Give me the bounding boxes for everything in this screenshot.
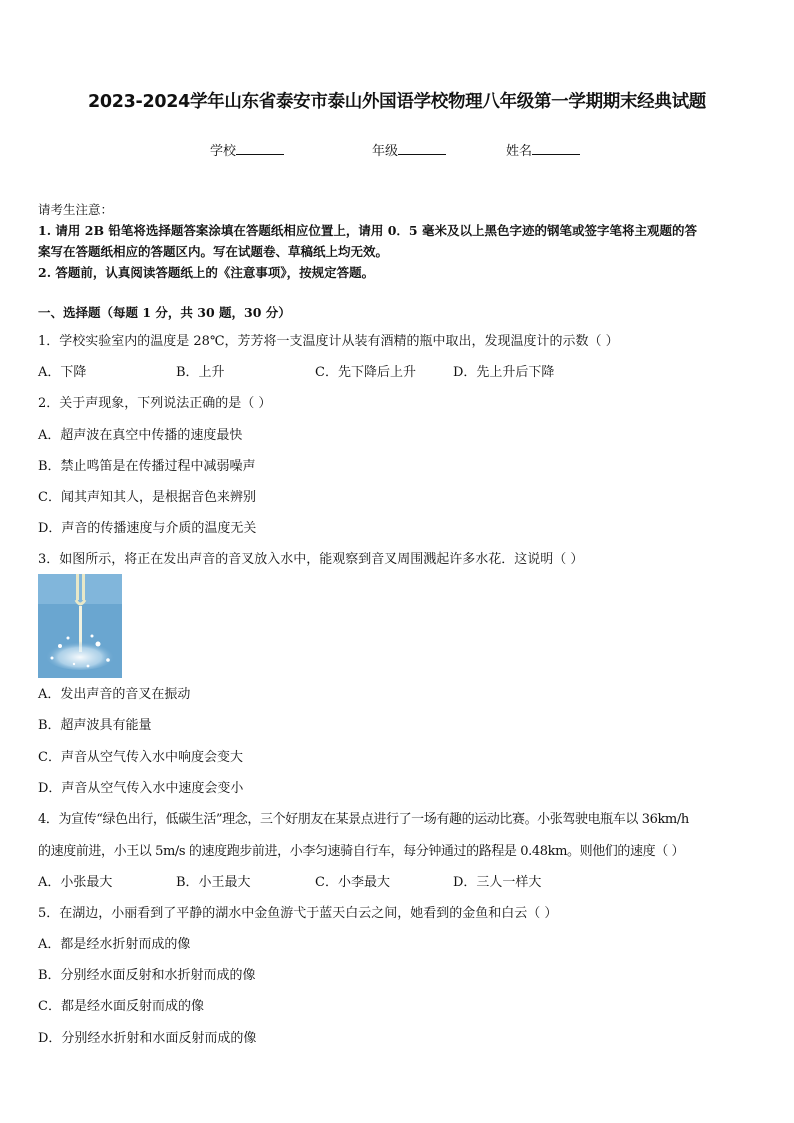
q1-option-a: A．下降	[38, 365, 87, 380]
q4-option-d: D．三人一样大	[453, 875, 542, 890]
q3-option-a: A．发出声音的音叉在振动	[38, 687, 191, 702]
q5-option-a: A．都是经水折射而成的像	[38, 937, 191, 952]
notice-item1-line1: 1. 请用 2B 铅笔将选择题答案涂填在答题纸相应位置上，请用 0．5 毫米及以上黑色字迹的钢笔或签字笔将主观题的答	[38, 223, 697, 238]
school-label: 学校	[210, 144, 237, 159]
q4-option-c: C．小李最大	[315, 875, 390, 890]
q3-option-d: D．声音从空气传入水中速度会变小	[38, 781, 244, 796]
school-blank	[236, 142, 284, 155]
q2-option-b: B．禁止鸣笛是在传播过程中减弱噪声	[38, 459, 256, 474]
q3-stem: 3．如图所示，将正在发出声音的音叉放入水中，能观察到音叉周围溅起许多水花．这说明（ ）	[38, 552, 584, 567]
q4-option-b: B．小王最大	[176, 875, 251, 890]
q4-stem-line2: 的速度前进，小王以 5m/s 的速度跑步前进，小李匀速骑自行车，每分钟通过的路程是 0.48km。则他们的速度（ ）	[38, 844, 685, 859]
name-field	[506, 140, 580, 159]
q1-option-b: B．上升	[176, 365, 225, 380]
tuning-fork-in-water-icon	[38, 574, 122, 678]
q5-option-b: B．分别经水面反射和水折射而成的像	[38, 968, 256, 983]
grade-label: 年级	[372, 144, 399, 159]
q4-option-a: A．小张最大	[38, 875, 113, 890]
name-label: 姓名	[506, 144, 533, 159]
grade-field	[372, 140, 446, 159]
q2-stem: 2．关于声现象，下列说法正确的是（ ）	[38, 396, 272, 411]
q3-option-b: B．超声波具有能量	[38, 718, 152, 733]
q3-option-c: C．声音从空气传入水中响度会变大	[38, 750, 243, 765]
tuning-fork-figure	[38, 574, 122, 678]
notice-item2: 2. 答题前，认真阅读答题纸上的《注意事项》，按规定答题。	[38, 265, 375, 280]
q1-option-d: D．先上升后下降	[453, 365, 555, 380]
section-heading: 一、选择题（每题 1 分，共 30 题，30 分）	[38, 305, 291, 320]
q2-option-d: D．声音的传播速度与介质的温度无关	[38, 521, 257, 536]
exam-title: 2023-2024学年山东省泰安市泰山外国语学校物理八年级第一学期期末经典试题	[88, 92, 706, 112]
q5-stem: 5．在湖边，小丽看到了平静的湖水中金鱼游弋于蓝天白云之间，她看到的金鱼和白云（ ）	[38, 906, 558, 921]
notice-heading: 请考生注意：	[38, 202, 114, 217]
q5-option-c: C．都是经水面反射而成的像	[38, 999, 204, 1014]
q1-option-c: C．先下降后上升	[315, 365, 416, 380]
notice-item1-line2: 案写在答题纸相应的答题区内。写在试题卷、草稿纸上均无效。	[38, 244, 389, 259]
grade-blank	[398, 142, 446, 155]
name-blank	[532, 142, 580, 155]
q2-option-a: A．超声波在真空中传播的速度最快	[38, 428, 243, 443]
q2-option-c: C．闻其声知其人，是根据音色来辨别	[38, 490, 256, 505]
q4-stem-line1: 4．为宣传“绿色出行，低碳生活”理念，三个好朋友在某景点进行了一场有趣的运动比赛。小张驾驶电瓶车以 36km/h	[38, 812, 689, 827]
q1-stem: 1．学校实验室内的温度是 28℃，芳芳将一支温度计从装有酒精的瓶中取出，发现温度计的示数（ ）	[38, 334, 619, 349]
school-field	[210, 140, 284, 159]
q5-option-d: D．分别经水折射和水面反射而成的像	[38, 1031, 257, 1046]
